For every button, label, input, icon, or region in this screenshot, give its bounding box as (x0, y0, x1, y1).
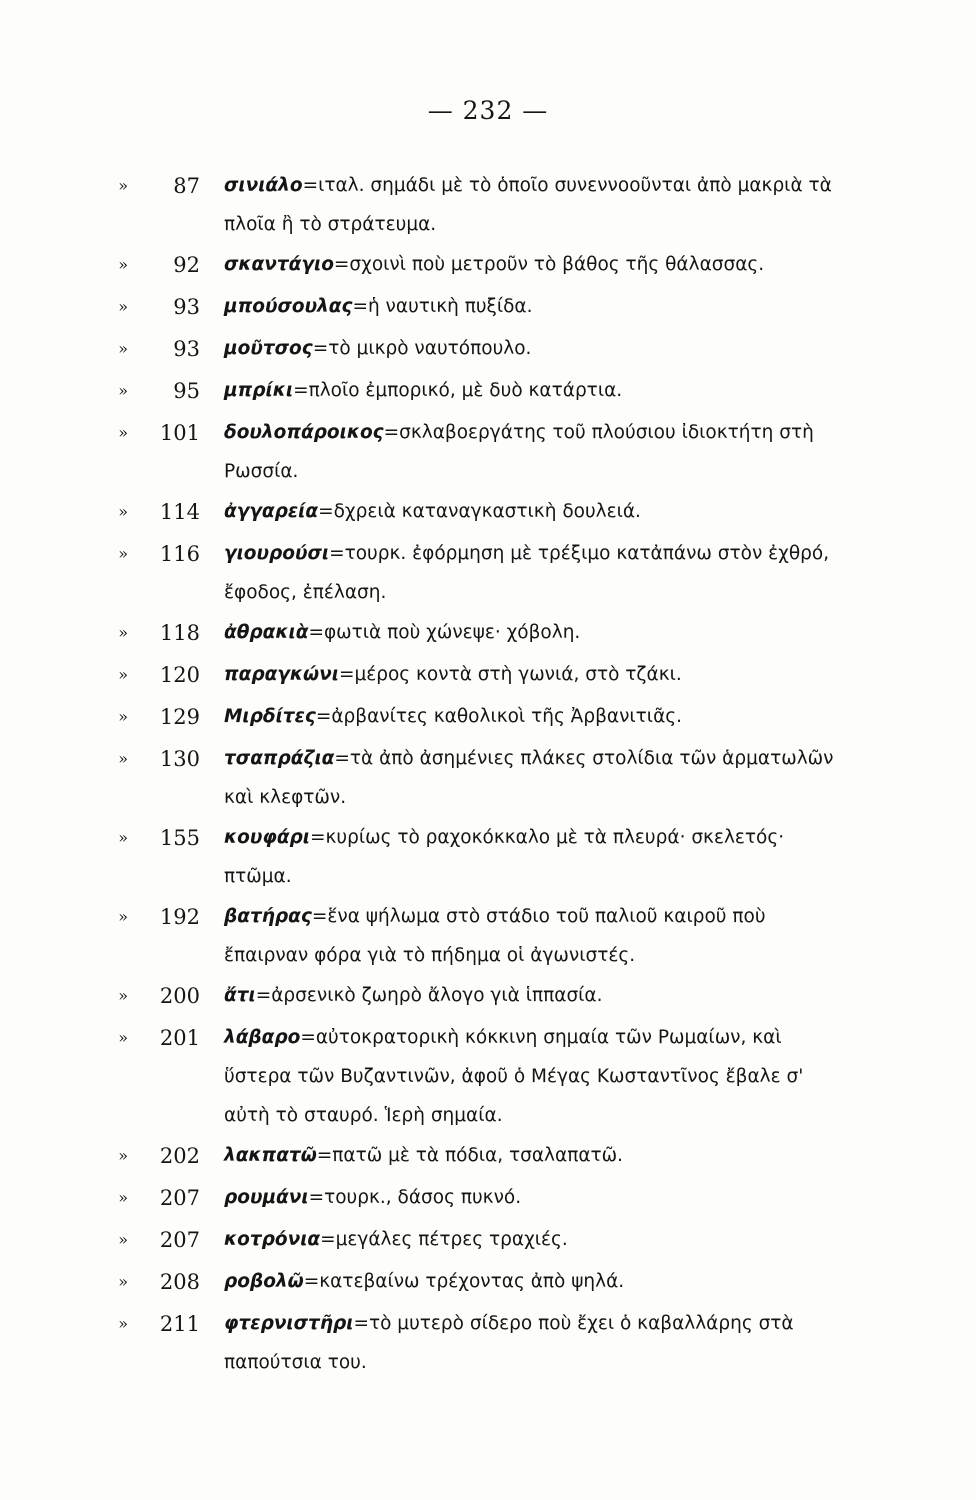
entry-term: Μιρδίτες (224, 706, 316, 727)
entry-page-ref: 92 (173, 253, 200, 277)
entry-page-ref: 130 (159, 747, 200, 771)
entry-term: σκαντάγιο (224, 254, 334, 275)
entry-marker: » (118, 907, 128, 926)
glossary-entry (0, 975, 976, 1017)
entry-page-ref: 207 (159, 1228, 200, 1252)
entry-term: ἀγγαρεία (224, 501, 319, 522)
entry-page-ref: 95 (173, 379, 200, 403)
entry-page-ref: 116 (159, 542, 200, 566)
entry-page-ref: 114 (159, 500, 200, 524)
glossary-entry (0, 370, 976, 412)
entry-term: μπρίκι (224, 380, 294, 401)
entry-text (224, 1135, 844, 1175)
entry-page-ref: 129 (159, 705, 200, 729)
glossary-entry (0, 654, 976, 696)
entry-term: ροβολῶ (224, 1271, 304, 1292)
entry-text (224, 612, 844, 652)
entry-term: βατήρας (224, 906, 312, 927)
entry-definition: =μέρος κοντὰ στὴ γωνιά, στὸ τζάκι. (338, 664, 682, 685)
entry-definition: =τὸ μικρὸ ναυτόπουλο. (312, 338, 532, 359)
entry-term: παραγκώνι (224, 664, 339, 685)
entry-text (224, 738, 844, 817)
entry-term: λακπατῶ (224, 1145, 317, 1166)
glossary-entry (0, 412, 976, 491)
entry-text (224, 1219, 844, 1259)
entry-definition: =πατῶ μὲ τὰ πόδια, τσαλαπατῶ. (316, 1145, 624, 1166)
entry-definition: =πλοῖο ἐμπορικό, μὲ δυὸ κατάρτια. (293, 380, 623, 401)
entry-marker: » (118, 1272, 128, 1291)
entry-text (224, 165, 844, 244)
entry-definition: =σκλαβοεργάτης τοῦ πλούσιου ἰδιοκτήτη στὴ Ρωσσία. (224, 422, 814, 482)
entry-page-ref: 155 (159, 826, 200, 850)
entry-text (224, 896, 844, 975)
entry-text (224, 817, 844, 896)
entry-definition: =δχρειὰ καταναγκαστικὴ δουλειά. (318, 501, 641, 522)
entry-marker: » (118, 544, 128, 563)
glossary-entry (0, 1261, 976, 1303)
entry-definition: =φωτιὰ ποὺ χώνεψε· χόβολη. (308, 622, 581, 643)
entry-page-ref: 120 (159, 663, 200, 687)
entry-marker: » (118, 1314, 128, 1333)
entry-text (224, 491, 844, 531)
entry-page-ref: 93 (173, 337, 200, 361)
entry-term: δουλοπάροικος (224, 422, 384, 443)
entry-definition: =ιταλ. σημάδι μὲ τὸ ὁποῖο συνεννοοῦνται ἀπὸ μακριὰ τὰ πλοῖα ἢ τὸ στράτευμα. (224, 175, 832, 235)
entry-definition: =τὸ μυτερὸ σίδερο ποὺ ἔχει ὁ καβαλλάρης στὰ παπούτσια του. (224, 1313, 794, 1373)
entry-definition: =ἕνα ψήλωμα στὸ στάδιο τοῦ παλιοῦ καιροῦ ποὺ ἔπαιρναν φόρα γιὰ τὸ πήδημα οἱ ἀγωνιστές. (224, 906, 766, 966)
entry-definition: =κατεβαίνω τρέχοντας ἀπὸ ψηλά. (303, 1271, 625, 1292)
glossary-entry (0, 1177, 976, 1219)
entry-page-ref: 118 (159, 621, 200, 645)
entry-text (224, 328, 844, 368)
entry-term: γιουρούσι (224, 543, 330, 564)
glossary-list (0, 165, 976, 1382)
entry-text (224, 696, 844, 736)
entry-marker: » (118, 828, 128, 847)
entry-page-ref: 200 (159, 984, 200, 1008)
entry-definition: =ἡ ναυτικὴ πυξίδα. (352, 296, 533, 317)
page-number: — 232 — (427, 96, 549, 125)
glossary-entry (0, 612, 976, 654)
entry-text (224, 1261, 844, 1301)
glossary-entry (0, 696, 976, 738)
glossary-entry (0, 738, 976, 817)
entry-text (224, 370, 844, 410)
entry-page-ref: 208 (159, 1270, 200, 1294)
entry-page-ref: 211 (159, 1312, 200, 1336)
entry-marker: » (118, 255, 128, 274)
entry-marker: » (118, 986, 128, 1005)
entry-term: ρουμάνι (224, 1187, 309, 1208)
entry-definition: =τουρκ., δάσος πυκνό. (308, 1187, 522, 1208)
entry-term: μοῦτσος (224, 338, 313, 359)
entry-term: φτερνιστῆρι (224, 1313, 354, 1334)
entry-marker: » (118, 1028, 128, 1047)
glossary-entry (0, 491, 976, 533)
entry-marker: » (118, 1146, 128, 1165)
entry-text (224, 1017, 844, 1135)
entry-text (224, 975, 844, 1015)
entry-page-ref: 202 (159, 1144, 200, 1168)
entry-text (224, 286, 844, 326)
glossary-entry (0, 1135, 976, 1177)
entry-definition: =αὐτοκρατορικὴ κόκκινη σημαία τῶν Ρωμαίων, καὶ ὕστερα τῶν Βυζαντινῶν, ἀφοῦ ὁ Μέγας Κωσταντῖνος ἔβαλε σ' αὐτὴ τὸ σταυρό. Ἱερὴ σημαία. (224, 1027, 804, 1126)
entry-definition: =μεγάλες πέτρες τραχιές. (320, 1229, 568, 1250)
entry-marker: » (118, 423, 128, 442)
entry-marker: » (118, 665, 128, 684)
glossary-entry (0, 165, 976, 244)
entry-definition: =τουρκ. ἐφόρμηση μὲ τρέξιμο κατἀπάνω στὸν ἐχθρό, ἔφοδος, ἐπέλαση. (224, 543, 830, 603)
entry-definition: =ἀρσενικὸ ζωηρὸ ἄλογο γιὰ ἱππασία. (255, 985, 603, 1006)
entry-term: σινιάλο (224, 175, 303, 196)
entry-marker: » (118, 707, 128, 726)
entry-text (224, 1303, 844, 1382)
glossary-entry (0, 896, 976, 975)
entry-term: ἀθρακιὰ (224, 622, 309, 643)
entry-term: λάβαρο (224, 1027, 301, 1048)
entry-text (224, 412, 844, 491)
glossary-entry (0, 1017, 976, 1135)
entry-marker: » (118, 176, 128, 195)
entry-page-ref: 207 (159, 1186, 200, 1210)
entry-definition: =σχοινὶ ποὺ μετροῦν τὸ βάθος τῆς θάλασσας. (333, 254, 765, 275)
entry-marker: » (118, 749, 128, 768)
entry-term: ἄτι (224, 985, 256, 1006)
entry-definition: =κυρίως τὸ ραχοκόκκαλο μὲ τὰ πλευρά· σκελετός· πτῶμα. (224, 827, 785, 887)
glossary-entry (0, 817, 976, 896)
entry-marker: » (118, 297, 128, 316)
entry-text (224, 1177, 844, 1217)
glossary-entry (0, 286, 976, 328)
glossary-entry (0, 244, 976, 286)
entry-text (224, 654, 844, 694)
entry-page-ref: 87 (173, 174, 200, 198)
entry-marker: » (118, 623, 128, 642)
entry-marker: » (118, 1230, 128, 1249)
entry-definition: =ἀρβανίτες καθολικοὶ τῆς Ἀρβανιτιᾶς. (315, 706, 683, 727)
entry-term: κοτρόνια (224, 1229, 321, 1250)
entry-text (224, 533, 844, 612)
entry-term: μπούσουλας (224, 296, 353, 317)
entry-definition: =τὰ ἀπὸ ἀσημένιες πλάκες στολίδια τῶν ἁρματωλῶν καὶ κλεφτῶν. (224, 748, 834, 808)
glossary-entry (0, 1303, 976, 1382)
entry-page-ref: 201 (159, 1026, 200, 1050)
entry-text (224, 244, 844, 284)
entry-page-ref: 192 (159, 905, 200, 929)
entry-page-ref: 101 (159, 421, 200, 445)
glossary-entry (0, 533, 976, 612)
glossary-entry (0, 328, 976, 370)
entry-marker: » (118, 339, 128, 358)
entry-marker: » (118, 381, 128, 400)
entry-term: κουφάρι (224, 827, 310, 848)
glossary-entry (0, 1219, 976, 1261)
entry-marker: » (118, 1188, 128, 1207)
entry-marker: » (118, 502, 128, 521)
entry-page-ref: 93 (173, 295, 200, 319)
entry-term: τσαπράζια (224, 748, 335, 769)
